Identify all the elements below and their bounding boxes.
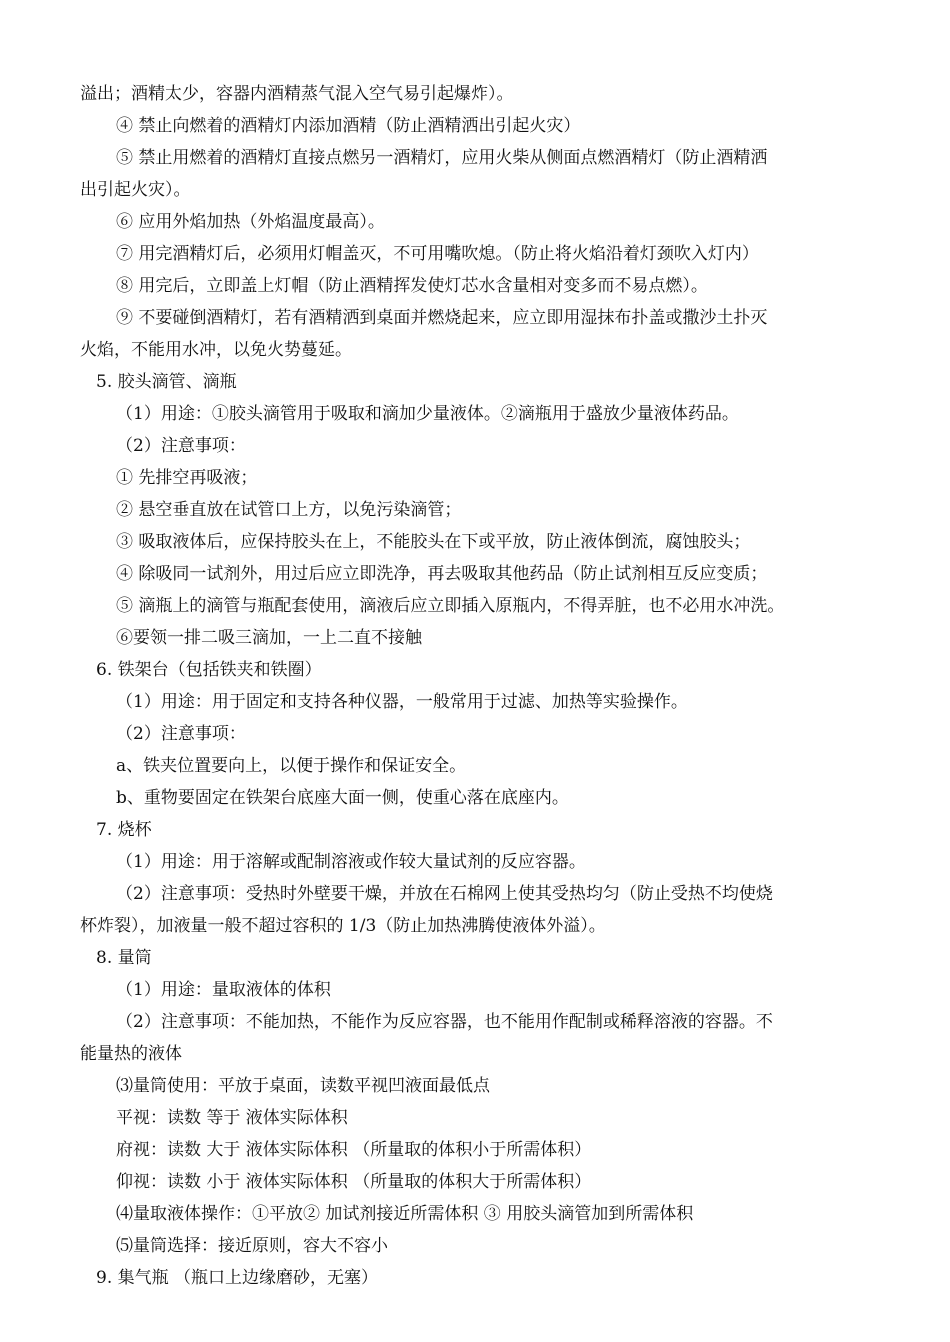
text-line: （1）用途：①胶头滴管用于吸取和滴加少量液体。②滴瓶用于盛放少量液体药品。: [116, 404, 739, 424]
text-line: ⑤ 禁止用燃着的酒精灯直接点燃另一酒精灯，应用火柴从侧面点燃酒精灯（防止酒精洒: [116, 148, 768, 168]
text-line: （1）用途：量取液体的体积: [116, 980, 331, 1000]
text-line: 杯炸裂），加液量一般不超过容积的 1/3（防止加热沸腾使液体外溢）。: [80, 916, 606, 936]
text-line: ④ 禁止向燃着的酒精灯内添加酒精（防止酒精洒出引起火灾）: [116, 116, 581, 136]
section-heading: 9. 集气瓶 （瓶口上边缘磨砂，无塞）: [96, 1268, 379, 1288]
section-heading: 7. 烧杯: [96, 820, 152, 840]
text-line: （1）用途：用于溶解或配制溶液或作较大量试剂的反应容器。: [116, 852, 586, 872]
text-line: ⑦ 用完酒精灯后，必须用灯帽盖灭，不可用嘴吹熄。（防止将火焰沿着灯颈吹入灯内）: [116, 244, 759, 264]
text-line: a、铁夹位置要向上，以便于操作和保证安全。: [116, 756, 467, 776]
text-line: 府视：读数 大于 液体实际体积 （所量取的体积小于所需体积）: [116, 1140, 592, 1160]
text-line: ⑸量筒选择：接近原则，容大不容小: [116, 1236, 388, 1256]
text-line: ⑶量筒使用：平放于桌面，读数平视凹液面最低点: [116, 1076, 490, 1096]
text-line: ④ 除吸同一试剂外，用过后应立即洗净，再去吸取其他药品（防止试剂相互反应变质；: [116, 564, 768, 584]
text-line: ② 悬空垂直放在试管口上方，以免污染滴管；: [116, 500, 462, 520]
section-heading: 8. 量筒: [96, 948, 152, 968]
text-line: 出引起火灾）。: [80, 180, 191, 200]
text-line: （2）注意事项：: [116, 724, 246, 744]
text-line: 火焰，不能用水冲，以免火势蔓延。: [80, 340, 352, 360]
text-line: ⑤ 滴瓶上的滴管与瓶配套使用，滴液后应立即插入原瓶内，不得弄脏，也不必用水冲洗。: [116, 596, 785, 616]
text-line: 平视：读数 等于 液体实际体积: [116, 1108, 348, 1128]
text-line: 溢出；酒精太少，容器内酒精蒸气混入空气易引起爆炸）。: [80, 84, 514, 104]
text-line: ③ 吸取液体后，应保持胶头在上，不能胶头在下或平放，防止液体倒流，腐蚀胶头；: [116, 532, 751, 552]
text-line: ⑥要领一排二吸三滴加，一上二直不接触: [116, 628, 422, 648]
text-line: ⑷量取液体操作：①平放② 加试剂接近所需体积 ③ 用胶头滴管加到所需体积: [116, 1204, 694, 1224]
text-line: ⑥ 应用外焰加热（外焰温度最高）。: [116, 212, 385, 232]
text-line: ⑨ 不要碰倒酒精灯，若有酒精洒到桌面并燃烧起来，应立即用湿抹布扑盖或撒沙土扑灭: [116, 308, 768, 328]
text-line: 能量热的液体: [80, 1044, 182, 1064]
section-heading: 5. 胶头滴管、滴瓶: [96, 372, 237, 392]
text-line: （2）注意事项：受热时外壁要干燥，并放在石棉网上使其受热均匀（防止受热不均使烧: [116, 884, 773, 904]
text-line: （1）用途：用于固定和支持各种仪器，一般常用于过滤、加热等实验操作。: [116, 692, 688, 712]
text-line: （2）注意事项：不能加热，不能作为反应容器，也不能用作配制或稀释溶液的容器。不: [116, 1012, 773, 1032]
text-line: ⑧ 用完后，立即盖上灯帽（防止酒精挥发使灯芯水含量相对变多而不易点燃）。: [116, 276, 708, 296]
text-line: 仰视：读数 小于 液体实际体积 （所量取的体积大于所需体积）: [116, 1172, 592, 1192]
text-line: b、重物要固定在铁架台底座大面一侧，使重心落在底座内。: [116, 788, 569, 808]
section-heading: 6. 铁架台（包括铁夹和铁圈）: [96, 660, 322, 680]
text-line: （2）注意事项：: [116, 436, 246, 456]
text-line: ① 先排空再吸液；: [116, 468, 258, 488]
